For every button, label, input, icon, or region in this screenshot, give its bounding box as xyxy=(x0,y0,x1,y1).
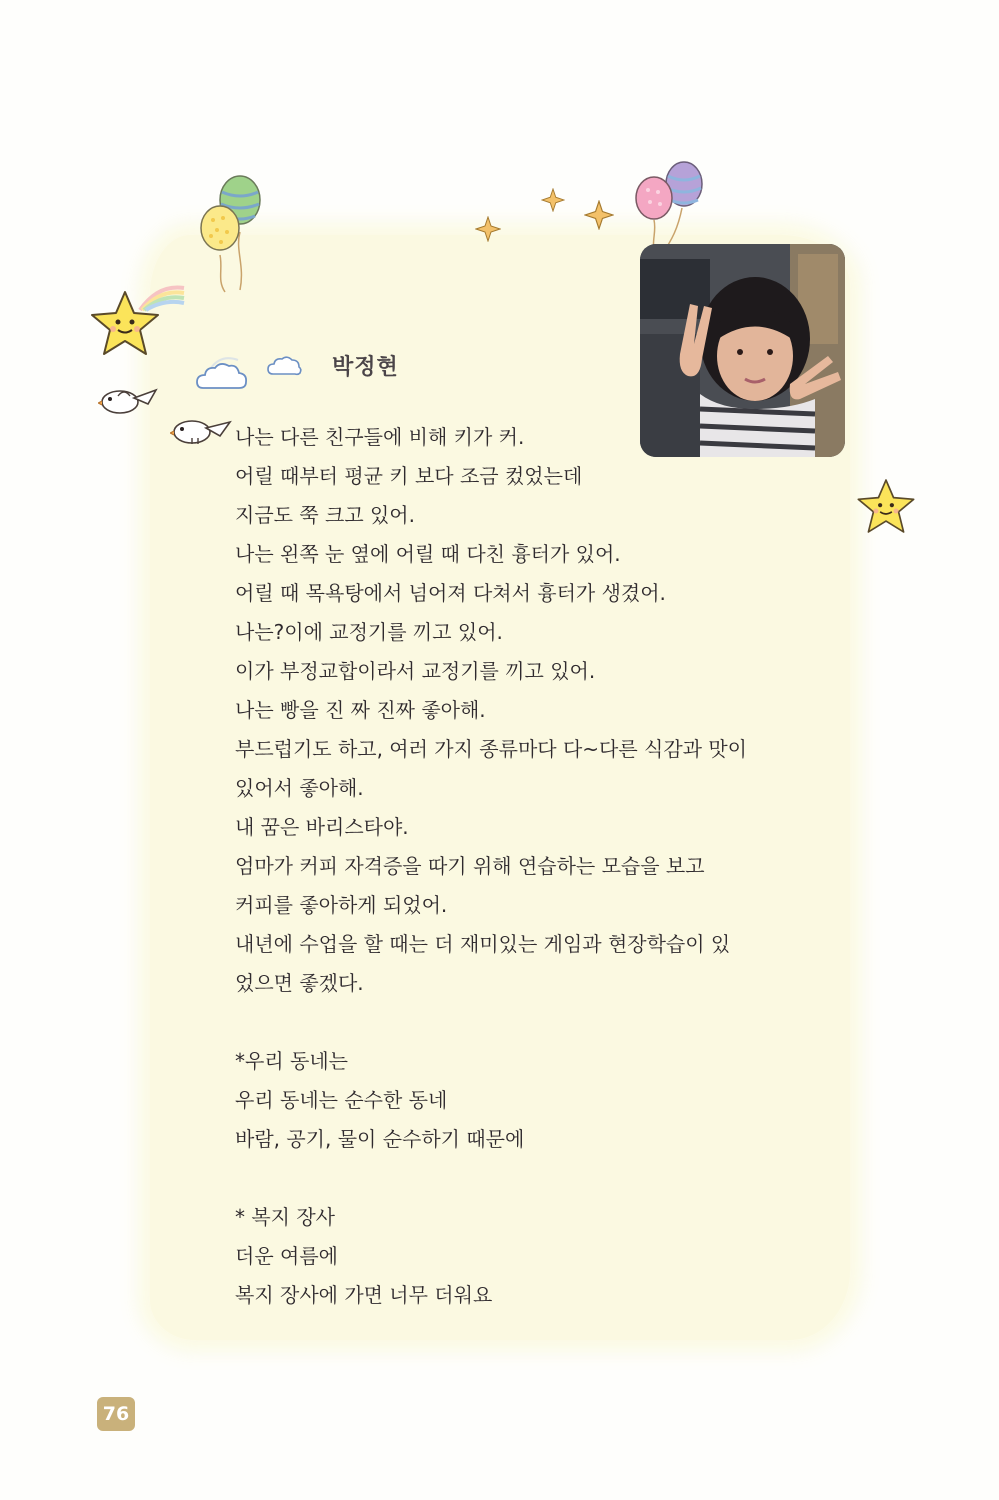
text-line: 부드럽기도 하고, 여러 가지 종류마다 다~다른 식감과 맛이 xyxy=(235,737,747,761)
text-line: 엄마가 커피 자격증을 따기 위해 연습하는 모습을 보고 xyxy=(235,854,705,878)
text-line: 더운 여름에 xyxy=(235,1244,338,1268)
sparkle-icon xyxy=(584,200,614,230)
text-line: 나는 다른 친구들에 비해 키가 커. xyxy=(235,425,525,449)
text-line: 이가 부정교합이라서 교정기를 끼고 있어. xyxy=(235,659,596,683)
text-line: * 복지 장사 xyxy=(235,1205,335,1229)
bird-icon xyxy=(98,382,160,416)
star-face-icon xyxy=(88,288,162,358)
text-line: 있어서 좋아해. xyxy=(235,776,364,800)
text-line: 바람, 공기, 물이 순수하기 때문에 xyxy=(235,1127,525,1151)
text-line: 내 꿈은 바리스타야. xyxy=(235,815,409,839)
sparkle-icon xyxy=(475,216,501,242)
text-line: 어릴 때부터 평균 키 보다 조금 컸었는데 xyxy=(235,464,583,488)
star-face-icon xyxy=(855,476,917,536)
blank-line xyxy=(235,1159,855,1198)
text-line: 나는 빵을 진 짜 진짜 좋아해. xyxy=(235,698,486,722)
text-line: 커피를 좋아하게 되었어. xyxy=(235,893,448,917)
blank-line xyxy=(235,1003,855,1042)
text-line: *우리 동네는 xyxy=(235,1049,348,1073)
bird-icon xyxy=(170,412,234,448)
text-line: 나는?이에 교정기를 끼고 있어. xyxy=(235,620,503,644)
text-line: 우리 동네는 순수한 동네 xyxy=(235,1088,448,1112)
page-number: 76 xyxy=(97,1397,135,1431)
cloud-icon xyxy=(193,348,273,398)
balloons-icon xyxy=(195,170,270,295)
text-line: 지금도 쭉 크고 있어. xyxy=(235,503,415,527)
sparkle-icon xyxy=(541,188,565,212)
text-line: 복지 장사에 가면 너무 더워요 xyxy=(235,1283,493,1307)
text-line: 었으면 좋겠다. xyxy=(235,971,364,995)
author-name: 박정현 xyxy=(332,355,399,380)
cloud-icon xyxy=(266,352,304,380)
text-line: 나는 왼쪽 눈 옆에 어릴 때 다친 흉터가 있어. xyxy=(235,542,621,566)
text-line: 어릴 때 목욕탕에서 넘어져 다쳐서 흉터가 생겼어. xyxy=(235,581,666,605)
balloons-icon xyxy=(632,158,707,258)
text-line: 내년에 수업을 할 때는 더 재미있는 게임과 현장학습이 있 xyxy=(235,932,731,956)
essay-text xyxy=(235,418,855,1315)
